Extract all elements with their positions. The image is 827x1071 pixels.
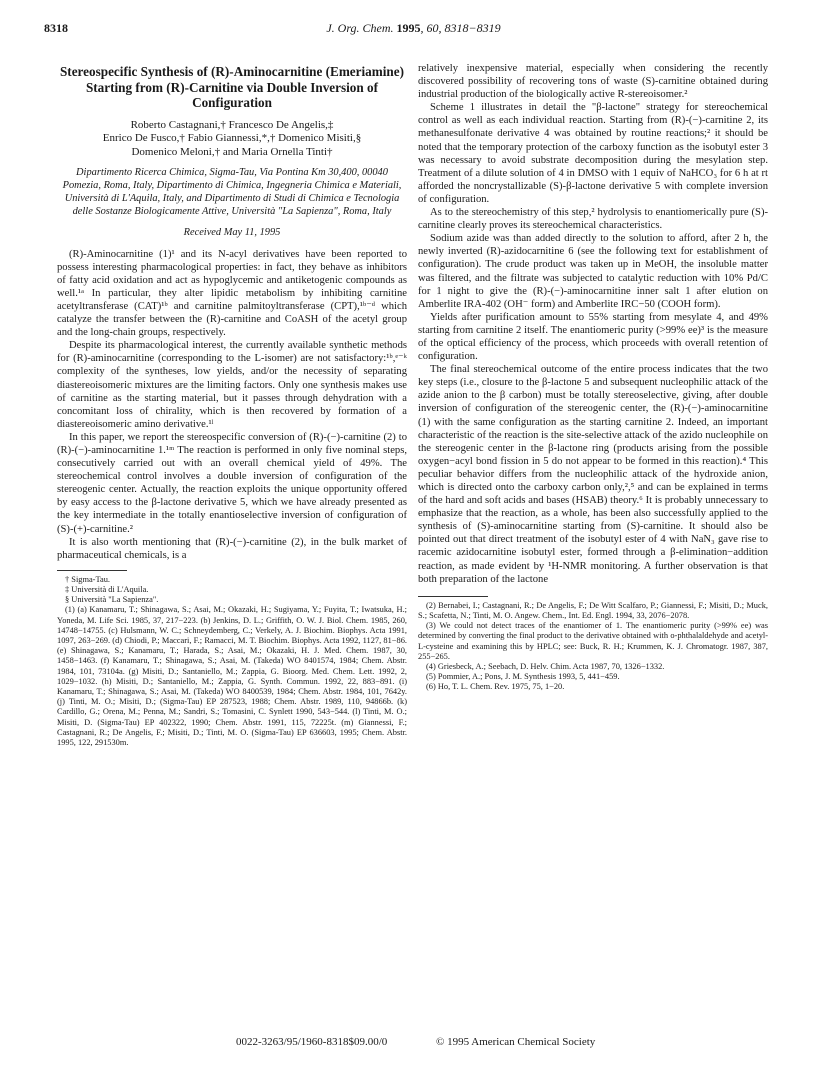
received-date: Received May 11, 1995	[183, 227, 281, 239]
right-column	[418, 62, 768, 693]
author-line: Roberto Castagnani,† Francesco De Angelis,‡	[130, 118, 334, 131]
body-paragraph: relatively inexpensive material, especially when considering the recently discovered possibility of recovering tons of waste (S)-carnitine obtained during industrial production of the biologically active R-stereoisomer.²	[418, 63, 768, 101]
journal-name: J. Org. Chem.	[326, 21, 394, 35]
copyright: © 1995 American Chemical Society	[436, 1036, 596, 1048]
reference-footnote: (6) Ho, T. L. Chem. Rev. 1975, 75, 1−20.	[426, 682, 565, 692]
footnote-divider	[57, 570, 127, 571]
body-paragraph: In this paper, we report the stereospecific conversion of (R)-(−)-carnitine (2) to (R)-(−)-aminocarnitine 1.¹ᵐ The reaction is performed in only five nominal steps, consecutively carried out with an overall chemical yield of 49%. The stereochemical control involves a double inversion of configuration of the stereogenic center. Actually, the reaction exploits the unique opportunity offered by easy access to the β-lactone derivative 5, which we have already presented as the key intermediate in the totally enantioselective inversion of configuration of (S)-(+)-carnitine.²	[57, 431, 407, 535]
reference-footnote: (5) Pommier, A.; Pons, J. M. Synthesis 1993, 5, 441−459.	[426, 672, 620, 682]
body-paragraph: Despite its pharmacological interest, the currently available synthetic methods for (R)-aminocarnitine (corresponding to the L-isomer) are not satisfactory:¹ᵇ,ᵉ⁻ᵏ complexity of the syntheses, low yields, and/or the necessity of separating diastereoisomeric mixtures are the limiting factors. Only one synthesis makes use of carnitine as the starting material, but it passes through dehydration with a concomitant loss of chirality, which is then recovered by formation of a diastereoisomeric amino derivative.¹ˡ	[57, 340, 407, 430]
journal-year: 1995	[396, 21, 421, 35]
journal-pages: 8318−8319	[444, 21, 501, 35]
journal-volume: 60	[426, 21, 439, 35]
page-number: 8318	[44, 21, 68, 35]
footnote: § Università "La Sapienza".	[65, 595, 159, 605]
article-title: Stereospecific Synthesis of (R)-Aminocarnitine (Emeriamine) Starting from (R)-Carnitine via Double Inversion of Configuration	[59, 64, 405, 111]
body-paragraph: The final stereochemical outcome of the entire process indicates that the two key steps (i.e., closure to the β-lactone 5 and subsequent nucleophilic attack of the azide anion to the β carbon) must be totally stereoselective, giving, after double inversion of configuration of the stereogenic center, the (R)-(−)-aminocarnitine (1) with the same configuration as the starting carnitine 2. Indeed, an important characteristic of the reaction is the site-selective attack of the azido nucleophile on the stereogenic center in the β-lactone ring (products arising from the possible oxygen−acyl bond fission in 5 do not appear to be formed in this reaction).⁴ This peculiar behavior differs from the nucleophilic attack of the hydroxide anion, which is directed onto the carboxy carbon only,²,⁵ and can be explained in terms of the hard and soft acids and bases (HSAB) theory.⁶ It is probably unnecessary to emphasize that the reaction, as a whole, has been also successfully applied to the synthesis of (S)-aminocarnitine starting from (S)-carnitine. It should also be pointed out that direct treatment of the isobutyl ester of 4 with NaN₃ gave rise to racemic azidocarnitine isobutyl ester, formed through a β-elimination−addition reaction, as made evident by ¹H-NMR monitoring. A further observation is that both preparation of the lactone	[418, 364, 768, 585]
footnote-divider	[418, 596, 488, 597]
affiliations: Dipartimento Ricerca Chimica, Sigma-Tau, Via Pontina Km 30,400, 00040 Pomezia, Roma, Italy, Dipartimento di Chimica, Ingegneria Chimica e Materiali, Università di L'Aquila, Italy, and Dipartimento di Studi di Chimica e Tecnologia delle Sostanze Biologicamente Attive, Università "La Sapienza", Roma, Italy	[62, 167, 402, 217]
body-paragraph: It is also worth mentioning that (R)-(−)-carnitine (2), in the bulk market of pharmaceutical chemicals, is a	[57, 536, 407, 561]
reference-footnote: (2) Bernabei, I.; Castagnani, R.; De Angelis, F.; De Witt Scalfaro, P.; Giannessi, F.; Misiti, D.; Muck, S.; Scafetta, N.; Tinti, M. O. Angew. Chem., Int. Ed. Engl. 1994, 33, 2076−2078.	[418, 600, 768, 620]
journal-citation: J. Org. Chem. 1995, 60, 8318−8319	[326, 21, 501, 35]
footnote: ‡ Università di L'Aquila.	[65, 585, 149, 595]
body-paragraph: Scheme 1 illustrates in detail the "β-lactone" strategy for stereochemical control as well as each individual reaction. Starting from (R)-(−)-carnitine 2, its methanesulfonate derivative 4 was obtained by routine reactions;² it should be noted that the temporary protection of the carboxy function as the isobutyl ester 3 was necessary to avoid substrate decomposition during the mesylation step. Treatment of a dilute solution of 4 in DMSO with 1 equiv of NaHCO₃ for 6 h at rt afforded the noncrystallizable (S)-β-lactone derivative 5 with complete inversion of configuration.	[418, 102, 768, 205]
reference-footnote: (3) We could not detect traces of the enantiomer of 1. The enantiomeric purity (>99% ee) was determined by converting the final product to the derivative obtained with o-phthalaldehyde and acetyl-L-cysteine and examining this by HPLC; see: Buck, R. H.; Krummen, K. J. Chromatogr. 1987, 387, 255−265.	[418, 621, 768, 661]
body-paragraph: (R)-Aminocarnitine (1)¹ and its N-acyl derivatives have been reported to possess interesting pharmacological properties: in fact, they behave as inhibitors of fatty acid oxidation and act as hypoglycemic and antiketogenic compounds as well.¹ᵃ In particular, they alter lipidic metabolism by inhibiting carnitine acetyltransferase (CAT)¹ᵇ and carnitine palmitoyltransferase (CPT),¹ᵇ⁻ᵈ which catalyze the transfer between the (R)-carnitine and CoASH of the acetyl group and the long-chain groups, respectively.	[57, 248, 407, 339]
body-paragraph: As to the stereochemistry of this step,² hydrolysis to enantiomerically pure (S)-carnitine clearly proves its stereochemical characteristics.	[418, 207, 768, 232]
author-list	[57, 119, 407, 160]
body-paragraph: Yields after purification amount to 55% starting from mesylate 4, and 49% starting from carnitine 2 itself. The enantiomeric purity (>99% ee)³ is the measure of the optical efficiency of the process, which proceeds with overall retention of configuration.	[418, 311, 768, 363]
reference-footnote: (1) (a) Kanamaru, T.; Shinagawa, S.; Asai, M.; Okazaki, H.; Sugiyama, Y.; Fuyita, T.; Iwatsuka, H.; Yoneda, M. Life Sci. 1985, 37, 217−223. (b) Jenkins, D. L.; Griffith, O. W. J. Biol. Chem. 1985, 260, 14748−14755. (c) Hulsmann, W. C.; Schneydemberg, C.; Verkely, A. J. Biochim. Biophys. Acta 1991, 1097, 263−269. (d) Chiodi, P.; Maccari, F.; Ramacci, M. T. Biochim. Biophys. Acta 1992, 1127, 81−86. (e) Shinagawa, S.; Kanamaru, T.; Harada, S.; Asai, M.; Okazaki, H. J. Med. Chem. 1987, 30, 1458−1463. (f) Kanamaru, T.; Shinagawa, S.; Asai, M. (Takeda) WO 8401574, 1984; Chem. Abstr. 1984, 101, 73104a. (g) Misiti, D.; Santaniello, M.; Zappia, G. Bioorg. Med. Chem. Lett. 1992, 2, 1029−1032. (h) Misiti, D.; Santaniello, M.; Zappia, G. Synth. Commun. 1992, 22, 883−891. (i) Kanamaru, T.; Shinagawa, S.; Asai, M. (Takeda) WO 8400539, 1984; Chem. Abstr. 1984, 101, 7642y. (j) Tinti, M. O.; Misiti, D.; (Sigma-Tau) EP 287523, 1988; Chem. Abstr. 1989, 110, 94866b. (k) Cardillo, G.; Orena, M.; Penna, M.; Sandri, S.; Tomasini, C. Synlett 1990, 543−544. (l) Tinti, M. O.; Misiti, D. (Sigma-Tau) EP 402322, 1990; Chem. Abstr. 1991, 115, 72225t. (m) Giannessi, F.; Castagnani, R.; De Angelis, F.; Misiti, D.; Tinti, M. O. (Sigma-Tau) EP 636603, 1995; Chem. Abstr. 1995, 122, 291530m.	[57, 605, 407, 748]
footnote: † Sigma-Tau.	[65, 574, 111, 584]
author-line: Enrico De Fusco,† Fabio Giannessi,*,† Domenico Misiti,§	[102, 132, 362, 145]
body-paragraph: Sodium azide was than added directly to the solution to afford, after 2 h, the newly inverted (R)-azidocarnitine 6 (see the following text for establishment of configuration). The crude product was taken up in MeOH, the insoluble matter was filtered, and the filtrate was subjected to catalytic reduction with 10% Pd/C for 1 night to give the (R)-(−)-aminocarnitine inner salt 1 after elution on Amberlite IRA-402 (OH⁻ form) and Amberlite IRC−50 (COOH form).	[418, 233, 768, 310]
reference-footnote: (4) Griesbeck, A.; Seebach, D. Helv. Chim. Acta 1987, 70, 1326−1332.	[426, 661, 665, 671]
left-column	[57, 62, 407, 748]
article-code: 0022-3263/95/1960-8318$09.00/0	[236, 1036, 388, 1048]
author-line: Domenico Meloni,† and Maria Ornella Tinti†	[131, 145, 333, 158]
running-header	[44, 21, 783, 39]
